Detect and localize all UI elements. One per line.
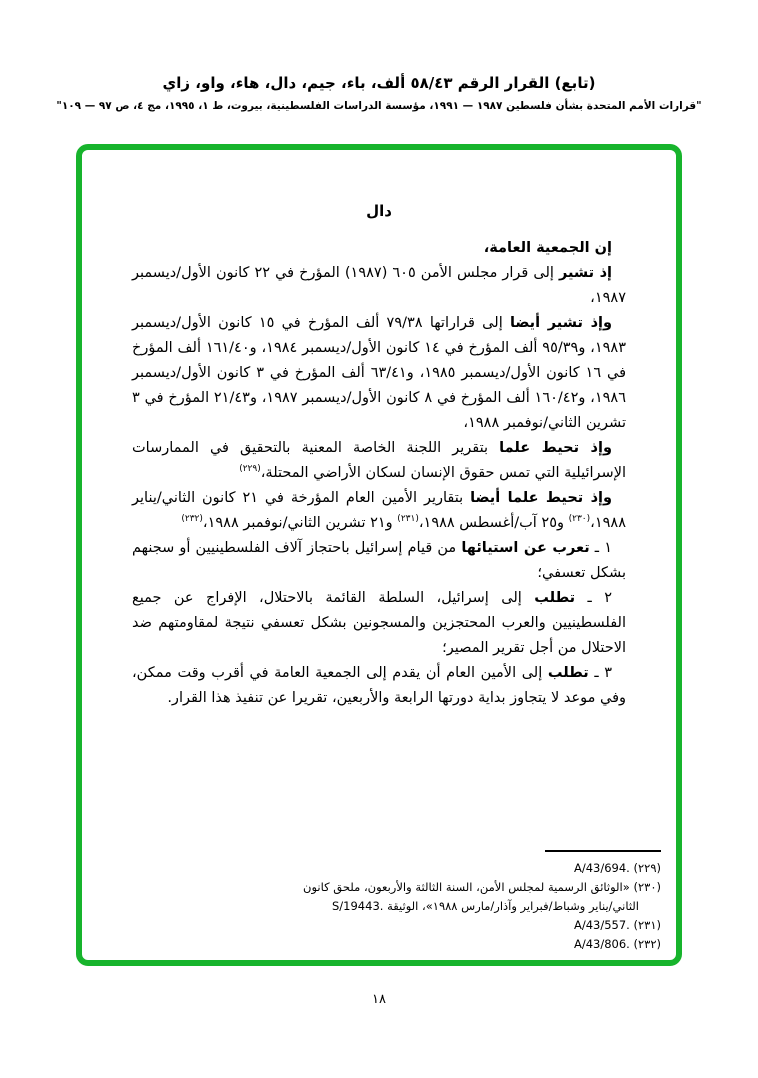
- page-number: ١٨: [372, 992, 386, 1007]
- document-subtitle: "قرارات الأمم المتحدة بشأن فلسطين ١٩٨٧ — ١٩٩١، مؤسسة الدراسات الفلسطينية، بيروت، ط ١، ١٩٩٥، مج ٤، ص ٩٧ — ١٠٩": [56, 100, 702, 112]
- footnote-separator: [545, 850, 661, 852]
- content-border-box: [76, 144, 682, 966]
- footnote-232: (٢٣٢) A/43/806.: [573, 937, 661, 951]
- resolution-body: [132, 236, 626, 711]
- preamble-paragraph: إن الجمعية العامة،: [483, 240, 612, 256]
- operative-paragraph-1: ١ ـ تعرب عن استيائها من قيام إسرائيل باحتجاز آلاف الفلسطينيين أو سجنهم بشكل تعسفي؛: [132, 540, 626, 581]
- footnote-229: (٢٢٩) A/43/694.: [573, 861, 661, 875]
- footnotes-section: [303, 850, 661, 954]
- preamble-paragraph: وإذ تحيط علما بتقرير اللجنة الخاصة المعنية بالتحقيق في الممارسات الإسرائيلية التي تمس حقوق الإنسان لسكان الأراضي المحتلة،$^{(٢٢٩)}$: [132, 440, 626, 481]
- preamble-paragraph: وإذ تحيط علما أيضا بتقارير الأمين العام المؤرخة في ٢١ كانون الثاني/يناير ١٩٨٨،$^{(٢٣٠)}$ و٢٥ آب/أغسطس ١٩٨٨،$^{(٢٣١)}$ و٢١ تشرين الثاني/نوفمبر ١٩٨٨،$^{(٢٣٢)}$: [132, 490, 626, 531]
- preamble-paragraph: إذ تشير إلى قرار مجلس الأمن ٦٠٥ (١٩٨٧) المؤرخ في ٢٢ كانون الأول/ديسمبر ١٩٨٧،: [132, 265, 626, 306]
- operative-paragraph-3: ٣ ـ تطلب إلى الأمين العام أن يقدم إلى الجمعية العامة في أقرب وقت ممكن، وفي موعد لا يتجاوز بداية دورتها الرابعة والأربعين، تقريرا عن تنفيذ هذا القرار.: [132, 665, 626, 706]
- preamble-paragraph: وإذ تشير أيضا إلى قراراتها ٧٩/٣٨ ألف المؤرخ في ١٥ كانون الأول/ديسمبر ١٩٨٣، و٩٥/٣٩ ألف المؤرخ في ١٤ كانون الأول/ديسمبر ١٩٨٤، و١٦١/٤٠ ألف المؤرخ في ١٦ كانون الأول/ديسمبر ١٩٨٥، و٦٣/٤١ ألف المؤرخ في ٣ كانون الأول/ديسمبر ١٩٨٦، و١٦٠/٤٢ ألف المؤرخ في ٨ كانون الأول/ديسمبر ١٩٨٧، و٢١/٤٣ المؤرخ في ٣ تشرين الثاني/نوفمبر ١٩٨٨،: [132, 315, 627, 431]
- footnote-231: (٢٣١) A/43/557.: [573, 918, 661, 932]
- section-letter: دال: [366, 202, 392, 220]
- operative-paragraph-2: ٢ ـ تطلب إلى إسرائيل، السلطة القائمة بالاحتلال، الإفراج عن جميع الفلسطينيين والعرب المحتجزين والمسجونين بشكل تعسفي نتيجة لمقاومتهم ضد الاحتلال من أجل تقرير المصير؛: [132, 590, 626, 656]
- footnote-230: (٢٣٠) «الوثائق الرسمية لمجلس الأمن، السنة الثالثة والأربعون، ملحق كانون الثاني/يناير وشباط/فبراير وآذار/مارس ١٩٨٨»، الوثيقة S/19443.: [303, 880, 661, 913]
- document-title: (تابع) القرار الرقم ٥٨/٤٣ ألف، باء، جيم، دال، هاء، واو، زاي: [162, 74, 596, 92]
